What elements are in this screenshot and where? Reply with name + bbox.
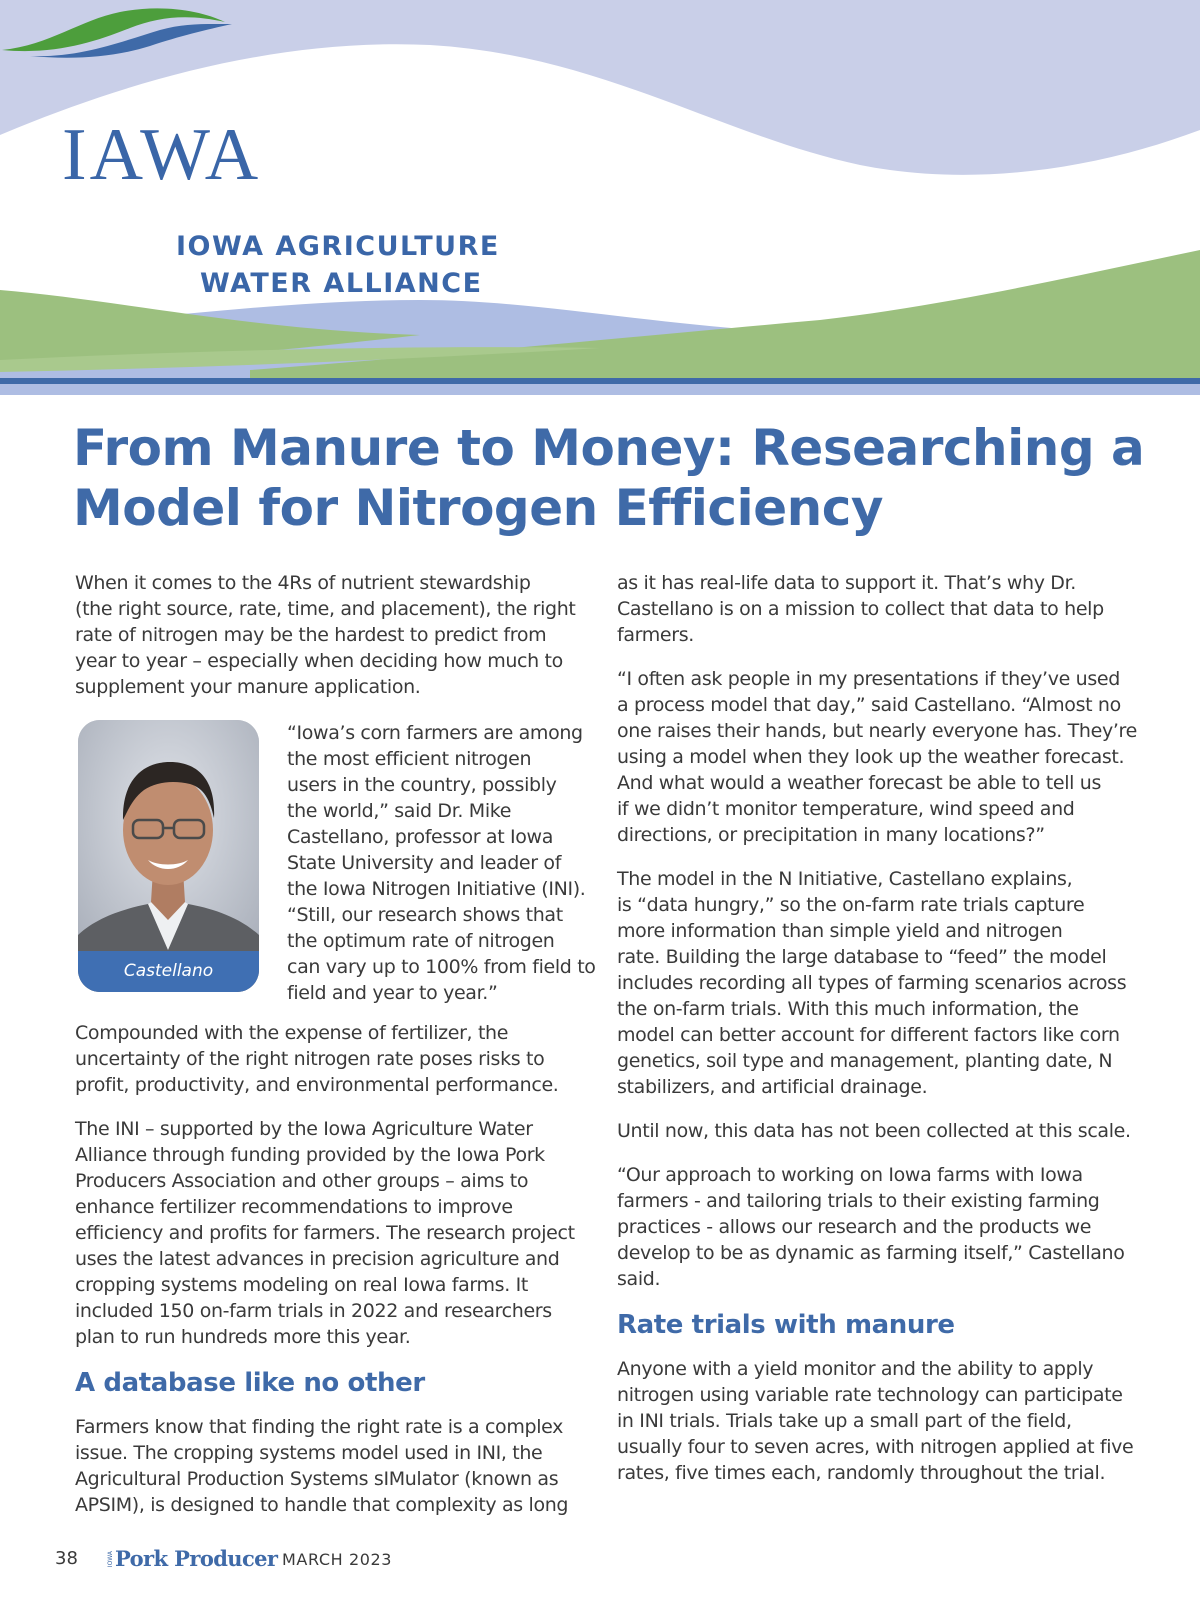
- section-heading: Rate trials with manure: [617, 1310, 955, 1340]
- text-line: develop to be as dynamic as farming itself,” Castellano: [617, 1242, 1125, 1264]
- text-line: APSIM), is designed to handle that complexity as long: [75, 1494, 569, 1516]
- text-line: included 150 on-farm trials in 2022 and researchers: [75, 1300, 552, 1322]
- text-line: Castellano is on a mission to collect that data to help: [617, 598, 1104, 620]
- text-line: as it has real-life data to support it. That’s why Dr.: [617, 572, 1076, 594]
- logo-swoosh-icon: [0, 0, 240, 60]
- text-line: Agricultural Production Systems sIMulator (known as: [75, 1468, 559, 1490]
- text-line: “I often ask people in my presentations if they’ve used: [617, 668, 1120, 690]
- text-line: year to year – especially when deciding how much to: [75, 650, 563, 672]
- text-line: practices - allows our research and the products we: [617, 1216, 1092, 1238]
- text-line: “Iowa’s corn farmers are among: [287, 722, 583, 744]
- text-line: if we didn’t monitor temperature, wind speed and: [617, 798, 1075, 820]
- page-footer: [0, 1548, 1200, 1578]
- text-line: can vary up to 100% from field to: [287, 956, 596, 978]
- paragraph: [75, 1020, 575, 1098]
- text-line: farmers - and tailoring trials to their existing farming: [617, 1190, 1100, 1212]
- logo-wordmark: IAWA: [62, 114, 262, 196]
- text-line: State University and leader of: [287, 852, 562, 874]
- text-line: Anyone with a yield monitor and the ability to apply: [617, 1358, 1094, 1380]
- text-line: rates, five times each, randomly throughout the trial.: [617, 1462, 1106, 1484]
- text-line: (the right source, rate, time, and placement), the right: [75, 598, 576, 620]
- issue-date: MARCH 2023: [282, 1550, 393, 1569]
- text-line: When it comes to the 4Rs of nutrient stewardship: [75, 572, 531, 594]
- text-line: supplement your manure application.: [75, 676, 421, 698]
- text-line: includes recording all types of farming scenarios across: [617, 972, 1127, 994]
- article-headline: [73, 418, 1153, 538]
- paragraph: [617, 1162, 1142, 1292]
- text-line: the Iowa Nitrogen Initiative (INI).: [287, 878, 586, 900]
- text-line: “Our approach to working on Iowa farms with Iowa: [617, 1164, 1083, 1186]
- paragraph: [617, 1118, 1142, 1144]
- text-line: Farmers know that finding the right rate is a complex: [75, 1416, 564, 1438]
- text-line: rate of nitrogen may be the hardest to predict from: [75, 624, 547, 646]
- text-line: usually four to seven acres, with nitrogen applied at five: [617, 1436, 1134, 1458]
- text-line: issue. The cropping systems model used in INI, the: [75, 1442, 543, 1464]
- text-line: the optimum rate of nitrogen: [287, 930, 555, 952]
- intro-paragraph: [75, 570, 575, 700]
- paragraph: [617, 866, 1142, 1100]
- text-line: nitrogen using variable rate technology can participate: [617, 1384, 1123, 1406]
- text-line: Until now, this data has not been collected at this scale.: [617, 1120, 1131, 1142]
- text-line: “Still, our research shows that: [287, 904, 563, 926]
- text-line: the world,” said Dr. Mike: [287, 800, 512, 822]
- text-line: Compounded with the expense of fertilizer, the: [75, 1022, 509, 1044]
- text-line: using a model when they look up the weather forecast.: [617, 746, 1125, 768]
- headline-line: From Manure to Money: Researching a: [73, 419, 1145, 477]
- text-line: uncertainty of the right nitrogen rate poses risks to: [75, 1048, 545, 1070]
- quote-paragraph: [287, 720, 597, 1006]
- publication-mark: IOWA: [107, 1551, 114, 1568]
- paragraph: [617, 1356, 1142, 1486]
- text-line: Castellano, professor at Iowa: [287, 826, 554, 848]
- page-number: 38: [55, 1548, 78, 1569]
- pull-quote-paragraph: [287, 720, 597, 1024]
- section-heading: A database like no other: [75, 1368, 425, 1398]
- logo-subtitle-line2: WATER ALLIANCE: [200, 268, 483, 299]
- left-column: [75, 570, 575, 1536]
- text-line: one raises their hands, but nearly everyone has. They’re: [617, 720, 1137, 742]
- text-line: Alliance through funding provided by the Iowa Pork: [75, 1144, 545, 1166]
- text-line: efficiency and profits for farmers. The research project: [75, 1222, 575, 1244]
- logo-subtitle-line1: IOWA AGRICULTURE: [176, 231, 500, 262]
- right-column: [617, 570, 1142, 1504]
- portrait-photo: [78, 720, 259, 992]
- text-line: uses the latest advances in precision agriculture and: [75, 1248, 560, 1270]
- text-line: field and year to year.”: [287, 982, 498, 1004]
- text-line: model can better account for different factors like corn: [617, 1024, 1120, 1046]
- publication-name: Pork Producer: [115, 1546, 278, 1571]
- text-line: a process model that day,” said Castellano. “Almost no: [617, 694, 1121, 716]
- text-line: the on-farm trials. With this much information, the: [617, 998, 1079, 1020]
- text-line: in INI trials. Trials take up a small part of the field,: [617, 1410, 1072, 1432]
- text-line: is “data hungry,” so the on-farm rate trials capture: [617, 894, 1085, 916]
- text-line: Producers Association and other groups – aims to: [75, 1170, 529, 1192]
- text-line: directions, or precipitation in many locations?”: [617, 824, 1045, 846]
- text-line: genetics, soil type and management, planting date, N: [617, 1050, 1113, 1072]
- text-line: And what would a weather forecast be able to tell us: [617, 772, 1101, 794]
- text-line: The model in the N Initiative, Castellano explains,: [617, 868, 1073, 890]
- text-line: stabilizers, and artificial drainage.: [617, 1076, 928, 1098]
- text-line: profit, productivity, and environmental performance.: [75, 1074, 559, 1096]
- headline-line: Model for Nitrogen Efficiency: [73, 479, 883, 537]
- photo-caption: Castellano: [78, 951, 259, 992]
- text-line: users in the country, possibly: [287, 774, 557, 796]
- paragraph: [75, 1414, 575, 1518]
- paragraph: [75, 1116, 575, 1350]
- text-line: cropping systems modeling on real Iowa farms. It: [75, 1274, 528, 1296]
- paragraph: [617, 666, 1142, 848]
- paragraph: [617, 570, 1142, 648]
- text-line: said.: [617, 1268, 661, 1290]
- text-line: farmers.: [617, 624, 694, 646]
- header-banner: [0, 0, 1200, 395]
- text-line: plan to run hundreds more this year.: [75, 1326, 411, 1348]
- text-line: enhance fertilizer recommendations to improve: [75, 1196, 513, 1218]
- text-line: more information than simple yield and nitrogen: [617, 920, 1063, 942]
- text-line: rate. Building the large database to “feed” the model: [617, 946, 1107, 968]
- text-line: the most efficient nitrogen: [287, 748, 532, 770]
- text-line: The INI – supported by the Iowa Agriculture Water: [75, 1118, 533, 1140]
